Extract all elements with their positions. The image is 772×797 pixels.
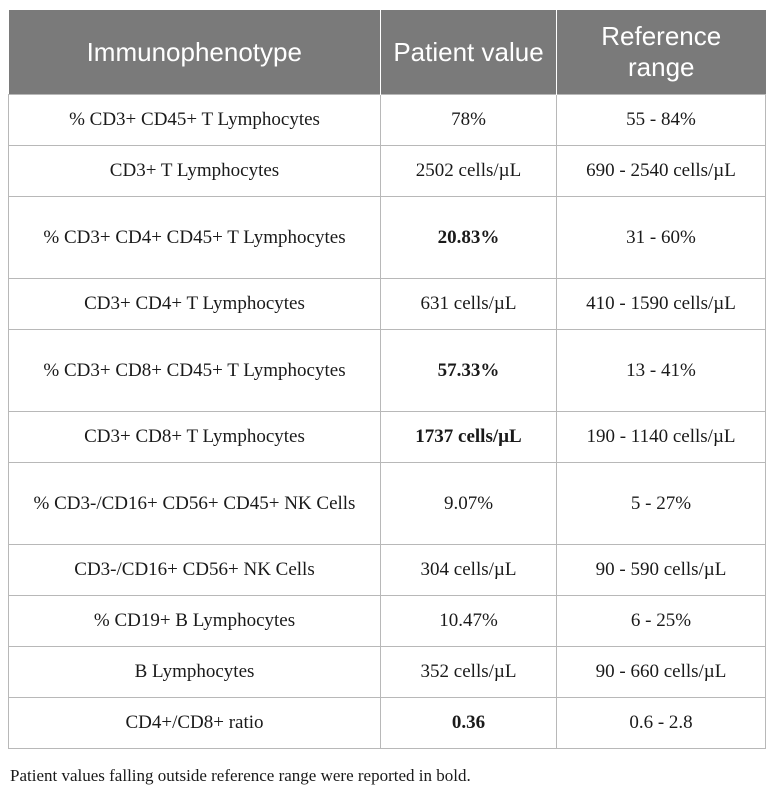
table-row — [9, 95, 766, 146]
table-row — [9, 463, 766, 545]
table-row — [9, 647, 766, 698]
cell-reference-range: 410 - 1590 cells/µL — [557, 279, 766, 330]
cell-immunophenotype: % CD3-/CD16+ CD56+ CD45+ NK Cells — [9, 463, 381, 545]
table-row — [9, 698, 766, 749]
cell-patient-value: 78% — [381, 95, 557, 146]
cell-immunophenotype: CD3+ CD4+ T Lymphocytes — [9, 279, 381, 330]
header-immunophenotype: Immunophenotype — [9, 10, 381, 95]
cell-patient-value: 0.36 — [381, 698, 557, 749]
cell-immunophenotype: % CD3+ CD45+ T Lymphocytes — [9, 95, 381, 146]
table-row — [9, 412, 766, 463]
cell-patient-value: 10.47% — [381, 596, 557, 647]
table-row — [9, 596, 766, 647]
cell-reference-range: 55 - 84% — [557, 95, 766, 146]
cell-patient-value: 9.07% — [381, 463, 557, 545]
table-row — [9, 146, 766, 197]
table-row — [9, 279, 766, 330]
header-reference-range: Reference range — [557, 10, 766, 95]
table-footnote: Patient values falling outside reference range were reported in bold. — [10, 766, 471, 785]
header-row — [9, 10, 766, 95]
cell-immunophenotype: B Lymphocytes — [9, 647, 381, 698]
cell-reference-range: 90 - 660 cells/µL — [557, 647, 766, 698]
cell-patient-value: 1737 cells/µL — [381, 412, 557, 463]
table-body — [9, 95, 766, 749]
cell-reference-range: 0.6 - 2.8 — [557, 698, 766, 749]
header-patient-value: Patient value — [381, 10, 557, 95]
cell-reference-range: 5 - 27% — [557, 463, 766, 545]
cell-patient-value: 2502 cells/µL — [381, 146, 557, 197]
cell-reference-range: 690 - 2540 cells/µL — [557, 146, 766, 197]
cell-reference-range: 13 - 41% — [557, 330, 766, 412]
cell-immunophenotype: % CD3+ CD4+ CD45+ T Lymphocytes — [9, 197, 381, 279]
cell-immunophenotype: CD3+ T Lymphocytes — [9, 146, 381, 197]
cell-immunophenotype: CD4+/CD8+ ratio — [9, 698, 381, 749]
table-row — [9, 330, 766, 412]
immunophenotype-table-container — [8, 10, 765, 749]
cell-patient-value: 20.83% — [381, 197, 557, 279]
cell-reference-range: 6 - 25% — [557, 596, 766, 647]
cell-immunophenotype: CD3+ CD8+ T Lymphocytes — [9, 412, 381, 463]
cell-patient-value: 57.33% — [381, 330, 557, 412]
cell-patient-value: 304 cells/µL — [381, 545, 557, 596]
table-row — [9, 197, 766, 279]
cell-reference-range: 31 - 60% — [557, 197, 766, 279]
cell-patient-value: 352 cells/µL — [381, 647, 557, 698]
cell-reference-range: 190 - 1140 cells/µL — [557, 412, 766, 463]
immunophenotype-table — [8, 10, 766, 749]
table-header — [9, 10, 766, 95]
cell-immunophenotype: CD3-/CD16+ CD56+ NK Cells — [9, 545, 381, 596]
table-row — [9, 545, 766, 596]
cell-immunophenotype: % CD19+ B Lymphocytes — [9, 596, 381, 647]
cell-reference-range: 90 - 590 cells/µL — [557, 545, 766, 596]
cell-patient-value: 631 cells/µL — [381, 279, 557, 330]
cell-immunophenotype: % CD3+ CD8+ CD45+ T Lymphocytes — [9, 330, 381, 412]
